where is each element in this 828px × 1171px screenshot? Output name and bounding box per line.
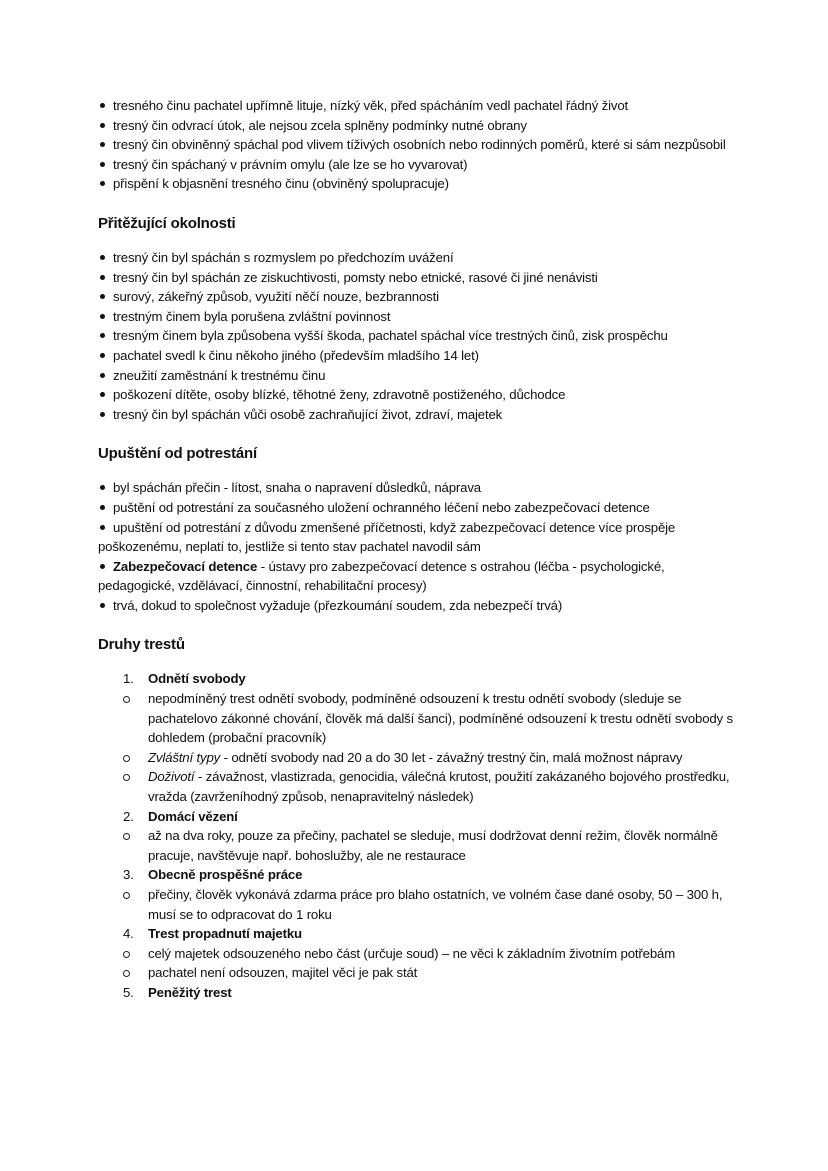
circle-bullet-icon — [123, 696, 130, 703]
list-item: tresný čin spáchaný v právním omylu (ale lze se ho vyvarovat) — [98, 155, 738, 175]
bullet-icon — [100, 525, 105, 530]
numbered-item — [98, 865, 738, 885]
circle-bullet-icon — [123, 774, 130, 781]
list-item: trvá, dokud to společnost vyžaduje (přezkoumání soudem, zda nebezpečí trvá) — [98, 596, 738, 616]
list-item: zneužití zaměstnání k trestnému činu — [98, 366, 738, 386]
list-item: tresným činem byla způsobena vyšší škoda, pachatel spáchal více trestných činů, zisk prospěchu — [98, 326, 738, 346]
list-item: upuštění od potrestání z důvodu zmenšené příčetnosti, když zabezpečovací detence více prospěje poškozenému, neplatí to, jestliže si tento stav pachatel navodil sám — [98, 519, 676, 555]
list-item: přispění k objasnění tresného činu (obviněný spolupracuje) — [98, 174, 738, 194]
bullet-icon — [100, 255, 105, 260]
bullet-icon — [100, 485, 105, 490]
list-item: tresný čin byl spáchán s rozmyslem po předchozím uvážení — [98, 248, 738, 268]
bullet-icon — [100, 142, 105, 147]
list-item: pachatel svedl k činu někoho jiného (především mladšího 14 let) — [98, 346, 738, 366]
list-item: tresný čin obviněnný spáchal pod vlivem tíživých osobních nebo rodinných poměrů, které si sám nezpůsobil — [98, 135, 738, 155]
item-title: Peněžitý trest — [148, 984, 232, 1000]
bullet-icon — [100, 412, 105, 417]
mitigating-list — [98, 96, 738, 194]
numbered-item — [98, 807, 738, 827]
circle-bullet-icon — [123, 970, 130, 977]
numbered-item — [98, 924, 738, 944]
item-title: Odnětí svobody — [148, 671, 246, 687]
section-heading-aggravating: Přitěžující okolnosti — [98, 214, 236, 232]
list-item: trestným činem byla porušena zvláštní povinnost — [98, 307, 738, 327]
sub-item: Doživotí - závažnost, vlastizrada, genocidia, válečná krutost, použití zakázaného bojového prostředku, vražda (zavrženíhodný způsob, nenapravitelný následek) — [98, 767, 738, 806]
bullet-icon — [100, 603, 105, 608]
bullet-icon — [100, 314, 105, 319]
term-detention: Zabezpečovací detence — [113, 558, 258, 574]
list-item: byl spáchán přečin - lítost, snaha o napravení důsledků, náprava — [98, 478, 738, 498]
document-page — [98, 96, 738, 1003]
item-title: Domácí vězení — [148, 808, 238, 824]
bullet-icon — [100, 294, 105, 299]
circle-bullet-icon — [123, 892, 130, 899]
item-title: Trest propadnutí majetku — [148, 926, 302, 942]
bullet-icon — [100, 564, 105, 569]
sub-item: nepodmíněný trest odnětí svobody, podmíněné odsouzení k trestu odnětí svobody (sleduje se pachatelovo zákonné chování, člověk má další šanci), podmíněné odsouzení k trestu odnětí svobody s dohledem (probační pracovník) — [98, 689, 738, 748]
punishments-list — [98, 669, 738, 1002]
bullet-icon — [100, 505, 105, 510]
bullet-icon — [100, 123, 105, 128]
bullet-icon — [100, 275, 105, 280]
bullet-icon — [100, 353, 105, 358]
list-item: tresný čin odvrací útok, ale nejsou zcela splněny podmínky nutné obrany — [98, 116, 738, 136]
bullet-icon — [100, 333, 105, 338]
section-heading-punishments: Druhy trestů — [98, 636, 185, 654]
circle-bullet-icon — [123, 951, 130, 958]
sub-item: Zvláštní typy - odnětí svobody nad 20 a do 30 let - závažný trestný čin, malá možnost nápravy — [98, 748, 738, 768]
list-item: tresný čin byl spáchán vůči osobě zachraňující život, zdraví, majetek — [98, 405, 738, 425]
item-title: Obecně prospěšné práce — [148, 867, 303, 883]
sub-item: celý majetek odsouzeného nebo část (určuje soud) – ne věci k základním životním potřebám — [98, 944, 738, 964]
numbered-item — [98, 669, 738, 689]
item-number: 2. — [123, 808, 134, 824]
bullet-icon — [100, 181, 105, 186]
numbered-item — [98, 983, 738, 1003]
circle-bullet-icon — [123, 833, 130, 840]
list-item: poškození dítěte, osoby blízké, těhotné ženy, zdravotně postiženého, důchodce — [98, 385, 738, 405]
list-item: Zabezpečovací detence - ústavy pro zabezpečovací detence s ostrahou (léčba - psychologické, pedagogické, vzdělávací, činnostní, rehabilitační procesy) — [98, 558, 665, 594]
item-number: 4. — [123, 926, 134, 942]
item-number: 5. — [123, 984, 134, 1000]
sub-item: pachatel není odsouzen, majitel věci je pak stát — [98, 963, 738, 983]
list-item: surový, zákeřný způsob, využití něčí nouze, bezbrannosti — [98, 287, 738, 307]
bullet-icon — [100, 392, 105, 397]
list-item: tresného činu pachatel upřímně lituje, nízký věk, před spácháním vedl pachatel řádný život — [98, 96, 738, 116]
bullet-icon — [100, 373, 105, 378]
circle-bullet-icon — [123, 755, 130, 762]
sub-item: až na dva roky, pouze za přečiny, pachatel se sleduje, musí dodržovat denní režim, člověk normálně pracuje, navštěvuje např. bohoslužby, ale ne restaurace — [98, 826, 738, 865]
bullet-icon — [100, 103, 105, 108]
sub-item: přečiny, člověk vykonává zdarma práce pro blaho ostatních, ve volném čase dané osoby, 50 – 300 h, musí se to odpracovat do 1 roku — [98, 885, 738, 924]
bullet-icon — [100, 162, 105, 167]
item-number: 1. — [123, 671, 134, 687]
waiver-list — [98, 478, 738, 615]
section-heading-waiver: Upuštění od potrestání — [98, 445, 257, 463]
aggravating-list — [98, 248, 738, 424]
list-item: tresný čin byl spáchán ze ziskuchtivosti, pomsty nebo etnické, rasové či jiné nenávisti — [98, 268, 738, 288]
item-number: 3. — [123, 867, 134, 883]
list-item: puštění od potrestání za současného uložení ochranného léčení nebo zabezpečovací detence — [98, 498, 738, 518]
